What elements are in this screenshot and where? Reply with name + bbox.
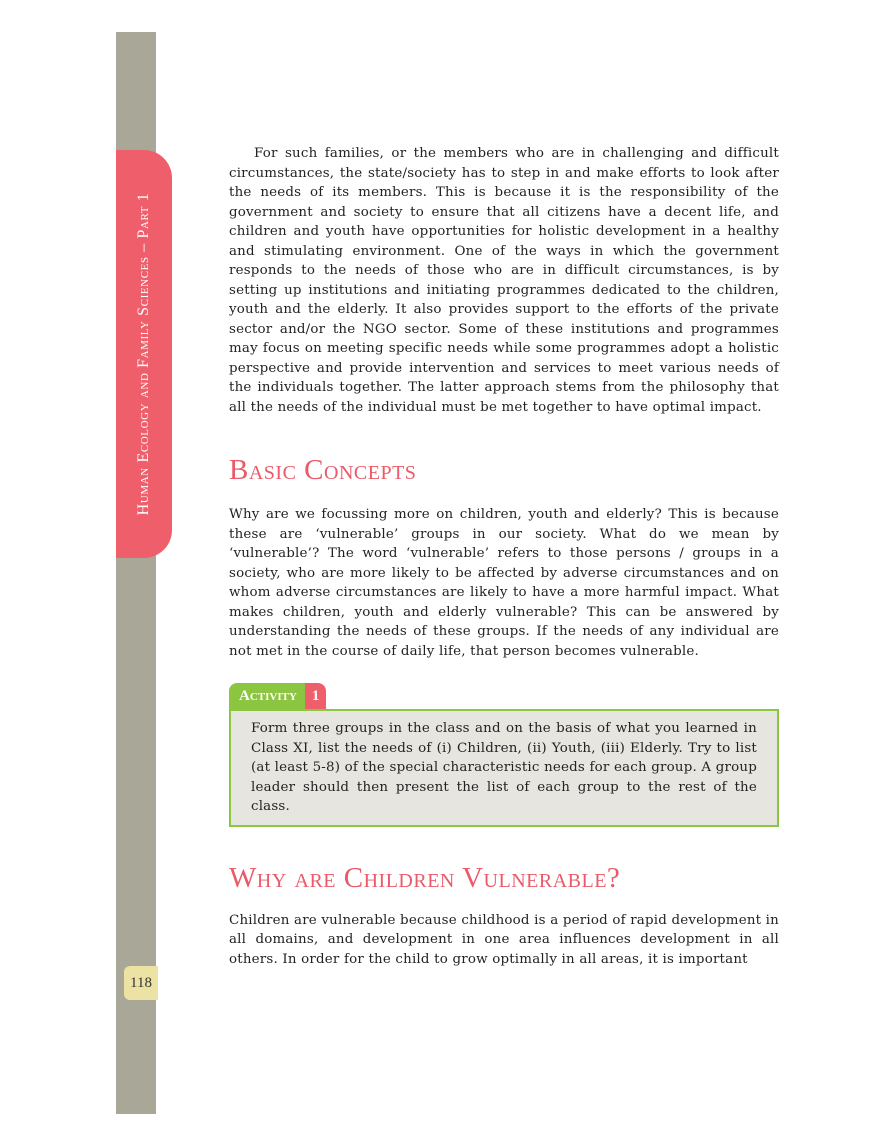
activity-label <box>229 683 779 709</box>
activity-text: Form three groups in the class and on the basis of what you learned in Class XI, list the needs of (i) Children, (ii) Youth, (iii) Elderly. Try to list (at least 5-8) of the special characteristic needs for each group. A group leader should then present the list of each group to the rest of the class. <box>251 721 757 814</box>
basic-concepts-heading: Basic Concepts <box>229 454 417 486</box>
book-title: Human Ecology and Family Sciences – Part 1 <box>135 192 152 516</box>
intro-paragraph: For such families, or the members who are in challenging and difficult circumstances, the state/society has to step in and make efforts to look after the needs of its members. This is because it is the responsibility of the government and society to ensure that all citizens have a decent life, and children and youth have opportunities for holistic development in a healthy and stimulating environment. One of the ways in which the government responds to the needs of those who are in difficult circumstances, is by setting up institutions and initiating programmes dedicated to the children, youth and the elderly. It also provides support to the efforts of the private sector and/or the NGO sector. Some of these institutions and programmes may focus on meeting specific needs while some programmes adopt a holistic perspective and provide intervention and services to meet various needs of the individuals together. The latter approach stems from the philosophy that all the needs of the individual must be met together to have optimal impact. <box>229 146 779 415</box>
activity-number: 1 <box>305 683 327 709</box>
activity-box <box>229 709 779 827</box>
page-number: 118 <box>124 966 158 1000</box>
children-vulnerable-heading: Why are Children Vulnerable? <box>229 861 621 894</box>
activity-section <box>229 683 779 827</box>
page-content <box>229 144 779 969</box>
children-vulnerable-paragraph: Children are vulnerable because childhood is a period of rapid development in all domains, and development in one area influences development in all others. In order for the child to grow optimally in all areas, it is important <box>229 912 779 967</box>
basic-concepts-paragraph: Why are we focussing more on children, youth and elderly? This is because these are ‘vulnerable’ groups in our society. What do we mean by ‘vulnerable’? The word ‘vulnerable’ refers to those persons / groups in a society, who are more likely to be affected by adverse circumstances and on whom adverse circumstances are likely to have a more harmful impact. What makes children, youth and elderly vulnerable? This can be answered by understanding the needs of these groups. If the needs of any individual are not met in the course of daily life, that person becomes vulnerable. <box>229 507 779 659</box>
activity-word: Activity <box>229 683 305 709</box>
